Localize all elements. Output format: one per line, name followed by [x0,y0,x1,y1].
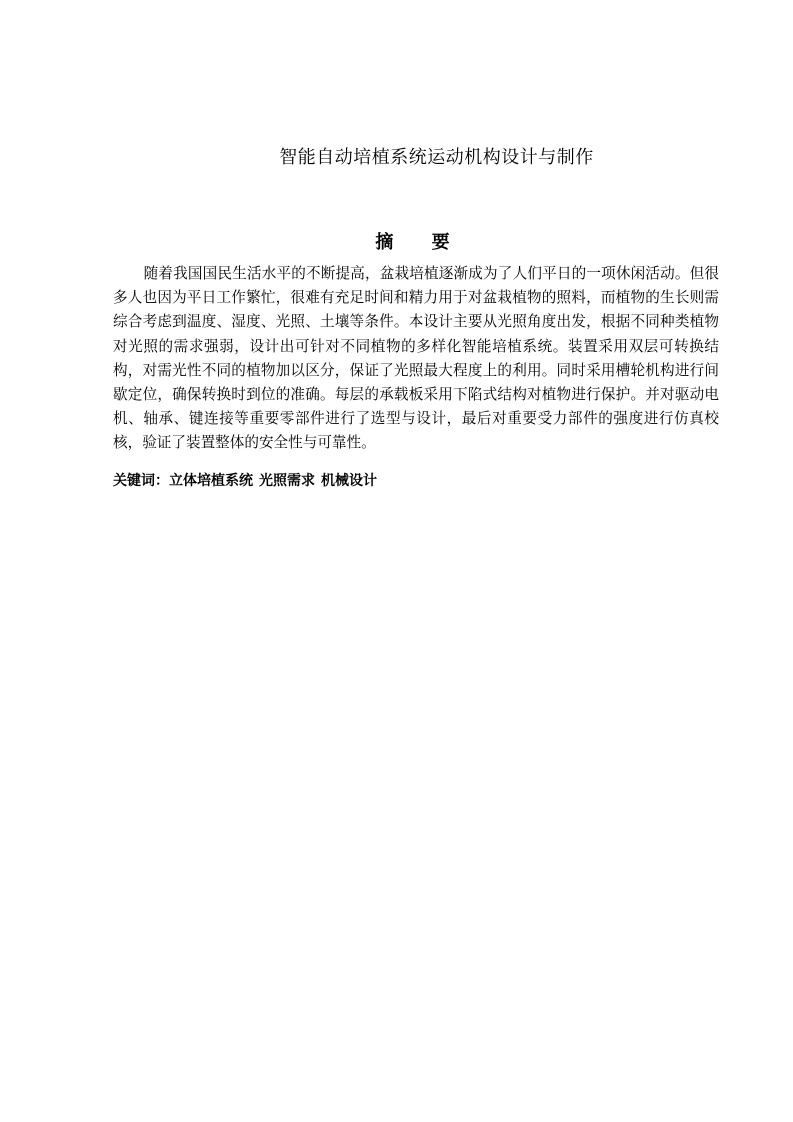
keyword-item: 立体培植系统 [169,473,253,489]
abstract-heading: 摘 要 [375,232,466,253]
keywords-line [113,470,719,490]
keywords-label: 关键词： [113,473,169,489]
document-title: 智能自动培植系统运动机构设计与制作 [279,147,594,168]
abstract-body: 随着我国国民生活水平的不断提高，盆栽培植逐渐成为了人们平日的一项休闲活动。但很多人也因为平日工作繁忙，很难有充足时间和精力用于对盆栽植物的照料，而植物的生长则需综合考虑到温度、湿度、光照、土壤等条件。本设计主要从光照角度出发，根据不同种类植物对光照的需求强弱，设计出可针对不同植物的多样化智能培植系统。装置采用双层可转换结构，对需光性不同的植物加以区分，保证了光照最大程度上的利用。同时采用槽轮机构进行间歇定位，确保转换时到位的准确。每层的承载板采用下陷式结构对植物进行保护。并对驱动电机、轴承、键连接等重要零部件进行了选型与设计，最后对重要受力部件的强度进行仿真校核，验证了装置整体的安全性与可靠性。 [113,265,719,452]
keyword-item: 机械设计 [321,473,377,489]
keyword-item: 光照需求 [259,473,315,489]
